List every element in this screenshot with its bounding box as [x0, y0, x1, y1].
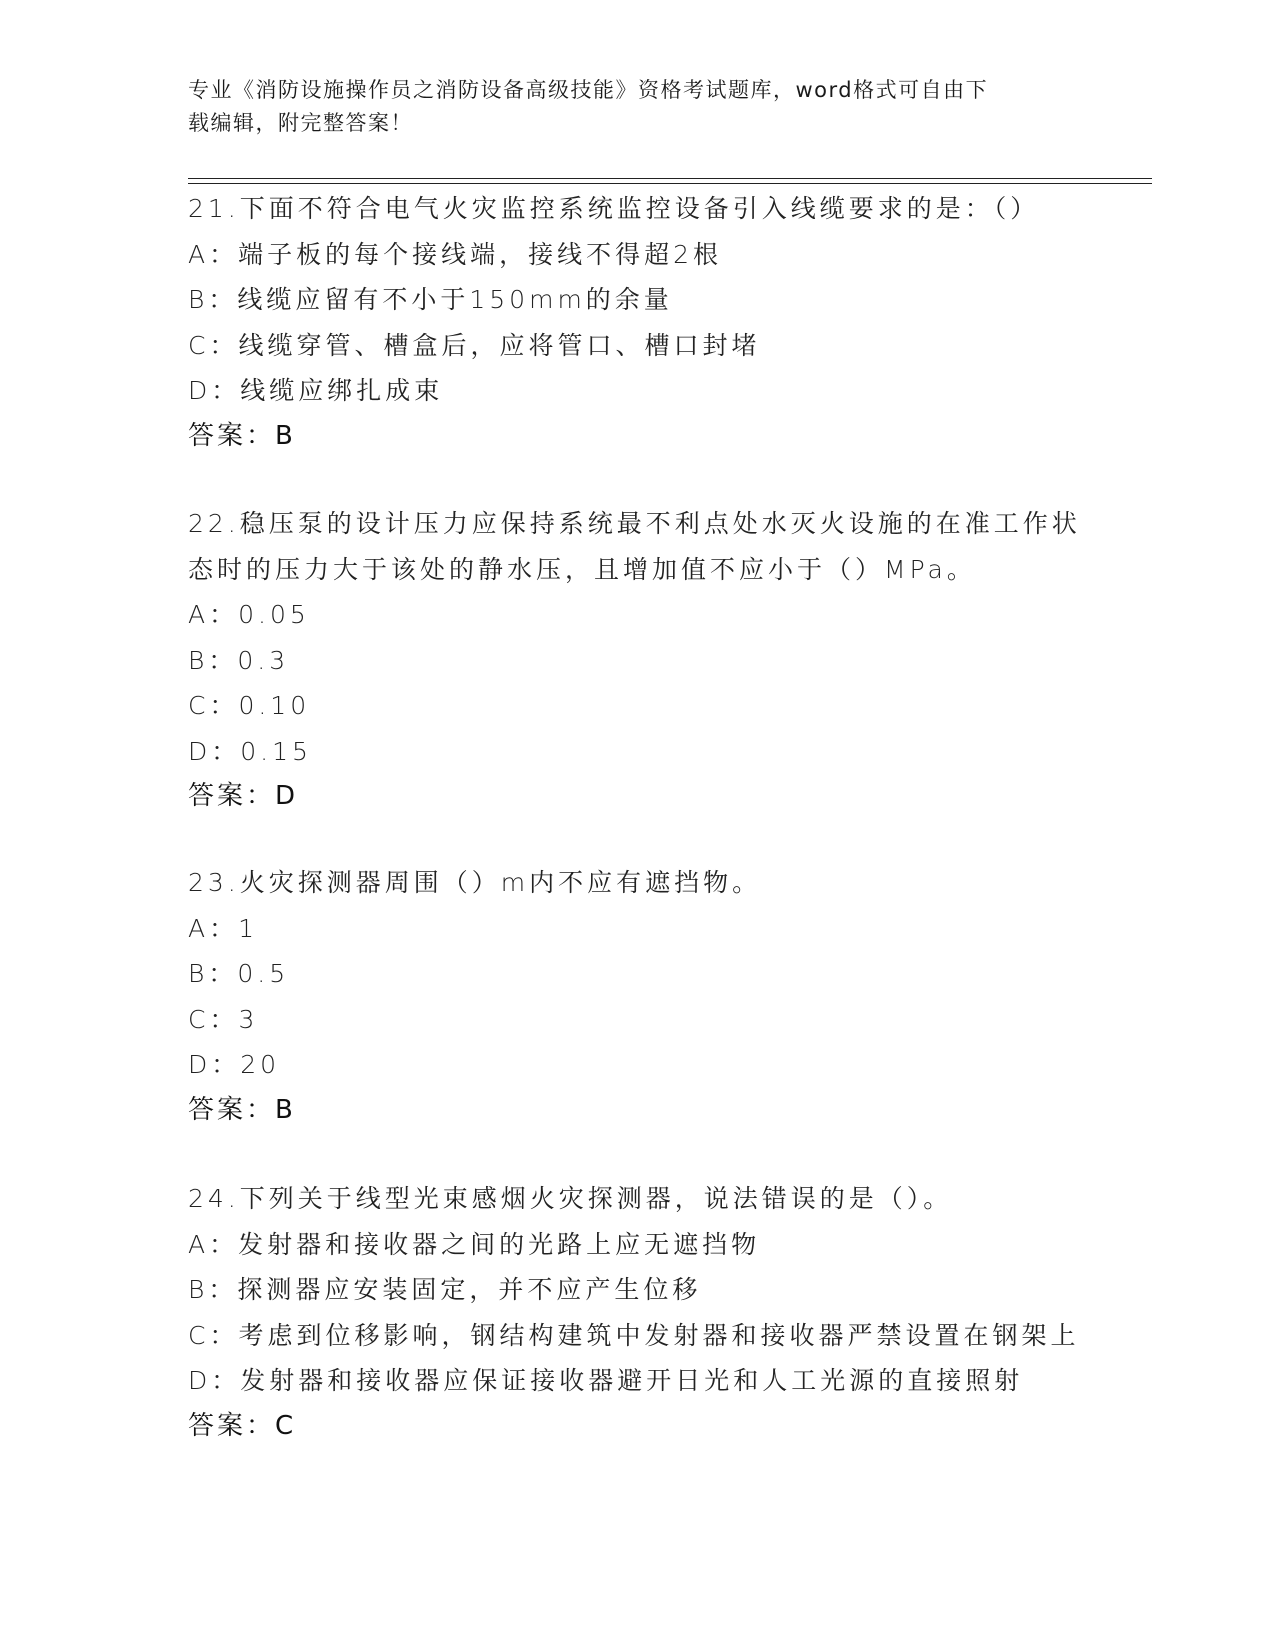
- question-21: [188, 186, 1088, 459]
- question-stem: 23.火灾探测器周围（）m内不应有遮挡物。: [188, 868, 762, 897]
- question-stem-line-2: 态时的压力大于该处的静水压，且增加值不应小于（）MPa。: [188, 554, 976, 584]
- header-divider-top: [188, 178, 1152, 179]
- question-23: [188, 860, 1088, 1133]
- answer-label: 答案：: [188, 420, 276, 451]
- option-c: C：线缆穿管、槽盒后，应将管口、槽口封堵: [188, 330, 761, 360]
- option-b: B：探测器应安装固定，并不应产生位移: [188, 1275, 702, 1304]
- option-d: D：20: [188, 1050, 281, 1079]
- header-divider-bottom: [188, 183, 1152, 184]
- answer-line: [188, 1088, 1088, 1134]
- answer-value: C: [275, 1410, 295, 1441]
- answer-value: B: [275, 1094, 294, 1125]
- option-a: A：发射器和接收器之间的光路上应无遮挡物: [188, 1229, 761, 1259]
- option-b: B：线缆应留有不小于150mm的余量: [188, 285, 673, 314]
- question-stem: 24.下列关于线型光束感烟火灾探测器，说法错误的是（）。: [188, 1184, 953, 1213]
- option-c: C：0.10: [188, 691, 311, 720]
- question-stem: 21.下面不符合电气火灾监控系统监控设备引入线缆要求的是：（）: [188, 194, 1040, 223]
- option-a: A：端子板的每个接线端，接线不得超2根: [188, 239, 723, 269]
- option-b: B：0.3: [188, 645, 290, 675]
- question-stem-line-1: 22.稳压泵的设计压力应保持系统最不利点处水灭火设施的在准工作状: [188, 509, 1081, 538]
- option-c: C：3: [188, 1004, 259, 1034]
- answer-label: 答案：: [188, 781, 276, 811]
- option-c: C：考虑到位移影响，钢结构建筑中发射器和接收器严禁设置在钢架上: [188, 1320, 1080, 1350]
- option-a: A：0.05: [188, 600, 310, 629]
- option-b: B：0.5: [188, 959, 290, 988]
- question-24: [188, 1176, 1088, 1449]
- answer-label: 答案：: [188, 1094, 276, 1125]
- header-line-1: 专业《消防设施操作员之消防设备高级技能》资格考试题库，word格式可自由下: [188, 78, 989, 102]
- answer-value: D: [275, 781, 297, 811]
- option-a: A：1: [188, 913, 259, 943]
- option-d: D：线缆应绑扎成束: [188, 376, 444, 405]
- answer-line: [188, 774, 1088, 820]
- option-d: D：0.15: [188, 736, 312, 766]
- question-22: [188, 501, 1088, 820]
- answer-label: 答案：: [188, 1410, 276, 1441]
- header-line-2: 载编辑，附完整答案！: [188, 111, 413, 135]
- answer-line: [188, 1404, 1088, 1450]
- answer-value: B: [275, 420, 294, 451]
- answer-line: [188, 414, 1088, 460]
- option-d: D：发射器和接收器应保证接收器避开日光和人工光源的直接照射: [188, 1366, 1024, 1395]
- document-header: [188, 74, 1068, 140]
